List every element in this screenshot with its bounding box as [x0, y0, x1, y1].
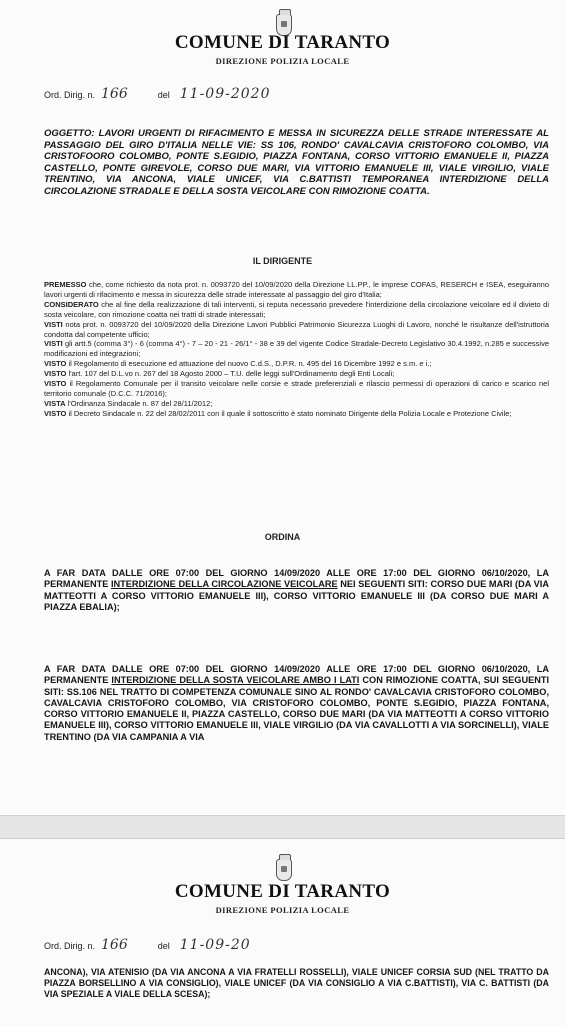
premessa-keyword: VISTO [44, 359, 67, 369]
premessa-keyword: CONSIDERATO [44, 299, 99, 309]
ord-label: Ord. Dirig. n. [44, 90, 96, 100]
block2-pre: A FAR DATA DALLE ORE 07:00 DEL GIORNO 14/09/2020 ALLE ORE 17:00 DEL GIORNO 06/10/2020, LA PERMANENTE [44, 664, 549, 686]
ord-label: Ord. Dirig. n. [44, 941, 96, 951]
premessa-text: nota prot. n. 0093720 del 10/09/2020 della Direzione Lavori Pubblici Patrimonio Sicurezza Luoghi di Lavoro, nonché le risultanze dell'istruttoria condotta dal competente ufficio; [44, 319, 549, 339]
page-separator [0, 815, 565, 839]
premessa-item [44, 369, 549, 379]
premessa-text: il Regolamento Comunale per il transito veicolare nelle corsie e strade preferenziali e rilascio permessi di operazioni di carico e scarico nel territorio comunale (D.C.C. 71/2016); [44, 379, 549, 398]
premessa-item [44, 379, 549, 399]
ordina-block-sosta [44, 664, 549, 743]
premessa-keyword: VISTO [44, 408, 67, 418]
premessa-text: che al fine della realizzazione di tali interventi, si reputa necessario prevedere l'interdizione della circolazione veicolare ed il divieto di sosta veicolare, con rimozione coatta nei tratti di strade interessati; [44, 299, 549, 319]
ordina-heading: ORDINA [264, 532, 301, 542]
premessa-item [44, 409, 549, 419]
page2-continuation-text: ANCONA), VIA ATENISIO (DA VIA ANCONA A VIA FRATELLI ROSSELLI), VIALE UNICEF CORSIA SUD (NEL TRATTO DA PIAZZA BORSELLINO A VIA CONSIGLIO), VIALE UNICEF (DA VIA CONSIGLIO A VIA C.BATTISTI), VIA C. BATTISTI (DA VIA SPEZIALE A VIALE DELLA SCESA); [44, 967, 549, 1000]
date-handwritten: 11-09-2020 [179, 86, 271, 102]
ordinance-number-line [44, 937, 251, 953]
premessa-keyword: PREMESSO [44, 280, 87, 289]
del-label: del [157, 941, 170, 951]
premessa-text: il Decreto Sindacale n. 22 del 28/02/2011 con il quale il sottoscritto è stato nominato Dirigente della Polizia Locale e Protezione Civile; [66, 408, 512, 418]
del-label: del [157, 90, 170, 100]
premessa-item [44, 359, 549, 369]
block2-post: CON RIMOZIONE COATTA, SUI SEGUENTI SITI: SS.106 NEL TRATTO DI COMPETENZA COMUNALE SINO AL RONDO' CAVALCAVIA CRISTOFORO COLOMBO, CAVALCAVIA CRISTOFORO COLOMBO, VIA CRISTOFORO COLOMBO, PONTE S.EGIDIO, PIAZZA FONTANA, CORSO VITTORIO EMANUELE II, PIAZZA CASTELLO, CORSO DUE MARI (DA VIA MATTEOTTI A CORSO VITTORIO EMANUELE III), CORSO VITTORIO EMANUELE III, VIALE VIRGILIO (DA VIA CAVALLOTTI A VIA SORCINELLI), VIALE TRENTINO (DA VIA CAMPANIA A VIA [44, 675, 550, 742]
premessa-text: l'art. 107 del D.L.vo n. 267 del 18 Agosto 2000 – T.U. delle leggi sull'Ordinamento degli Enti Locali; [66, 369, 395, 379]
ord-number-handwritten: 166 [101, 86, 128, 102]
il-dirigente-heading: IL DIRIGENTE [252, 256, 313, 266]
ord-number-handwritten: 166 [101, 937, 128, 953]
document-page-2 [0, 839, 565, 1026]
ordinance-number-line [44, 86, 270, 102]
direzione-subtitle: DIREZIONE POLIZIA LOCALE [215, 56, 350, 66]
premessa-item [44, 339, 549, 359]
premessa-item [44, 320, 549, 340]
premessa-text: il Regolamento di esecuzione ed attuazione del nuovo C.d.S., D.P.R. n. 495 del 16 Dicembre 1992 e s.m. e i.; [66, 359, 432, 369]
block1-pre: A FAR DATA DALLE ORE 07:00 DEL GIORNO 14/09/2020 ALLE ORE 17:00 DEL GIORNO 06/10/2020, LA PERMANENTE [44, 568, 549, 590]
block1-underlined: INTERDIZIONE DELLA CIRCOLAZIONE VEICOLARE [110, 579, 338, 590]
premessa-item [44, 280, 549, 300]
city-crest-icon [276, 859, 292, 881]
premessa-keyword: VISTO [44, 369, 67, 379]
oggetto-paragraph: OGGETTO: LAVORI URGENTI DI RIFACIMENTO E MESSA IN SICUREZZA DELLE STRADE INTERESSATE AL PASSAGGIO DEL GIRO D'ITALIA NELLE VIE: SS 106, RONDO' CAVALCAVIA CRISTOFORO COLOMBO, VIA CRISTOFOORO COLOMBO, PONTE S.EGIDIO, PIAZZA FONTANA, CORSO VITTORIO EMANUELE II, PIAZZA CASTELLO, PONTE GIREVOLE, CORSO DUE MARI, VIA VITTORIO EMANUELE III, VIALE VIRGILIO, VIALE TRENTINO, VIA ANCONA, VIALE UNICEF, VIA C.BATTISTI TEMPORANEA INTERDIZIONE DELLA CIRCOLAZIONE STRADALE E DELLA SOSTA VEICOLARE CON RIMOZIONE COATTA. [44, 128, 549, 197]
block1-post: NEI SEGUENTI SITI: CORSO DUE MARI (DA VIA MATTEOTTI A CORSO VITTORIO EMANUELE III), CORSO VITTORIO EMANUELE III (DA CORSO DUE MARI A PIAZZA EBALIA); [44, 579, 549, 612]
premessa-keyword: VISTI [44, 339, 63, 349]
premessa-keyword: VISTO [44, 379, 67, 389]
date-handwritten: 11-09-20 [179, 937, 251, 953]
premessa-text: l'Ordinanza Sindacale n. 87 del 28/11/2012; [65, 398, 213, 408]
comune-title: COMUNE DI TARANTO [174, 32, 391, 53]
direzione-subtitle: DIREZIONE POLIZIA LOCALE [215, 905, 350, 915]
premesse-section [44, 280, 549, 419]
premessa-text: gli artt.5 (comma 3°) - 6 (comma 4°) - 7 – 20 - 21 - 26/1° - 38 e 39 del vigente Codice Stradale-Decreto Legislativo 30.4.1992, n.285 e successive modificazioni ed integrazioni; [44, 339, 549, 359]
comune-title: COMUNE DI TARANTO [174, 881, 391, 902]
premessa-text: che, come richiesto da nota prot. n. 0093720 del 10/09/2020 della Direzione LL.PP., le imprese COFAS, RESERCH e ISEA, eseguiranno lavori urgenti di rifacimento e messa in sicurezza delle strade interessate al passaggio del giro d'Italia; [44, 280, 549, 299]
ordina-block-circolazione [44, 568, 549, 613]
premessa-keyword: VISTI [44, 319, 63, 329]
premessa-item [44, 300, 549, 320]
block2-underlined: INTERDIZIONE DELLA SOSTA VEICOLARE AMBO I LATI [111, 675, 360, 686]
premessa-item [44, 399, 549, 409]
premessa-keyword: VISTA [44, 398, 66, 408]
